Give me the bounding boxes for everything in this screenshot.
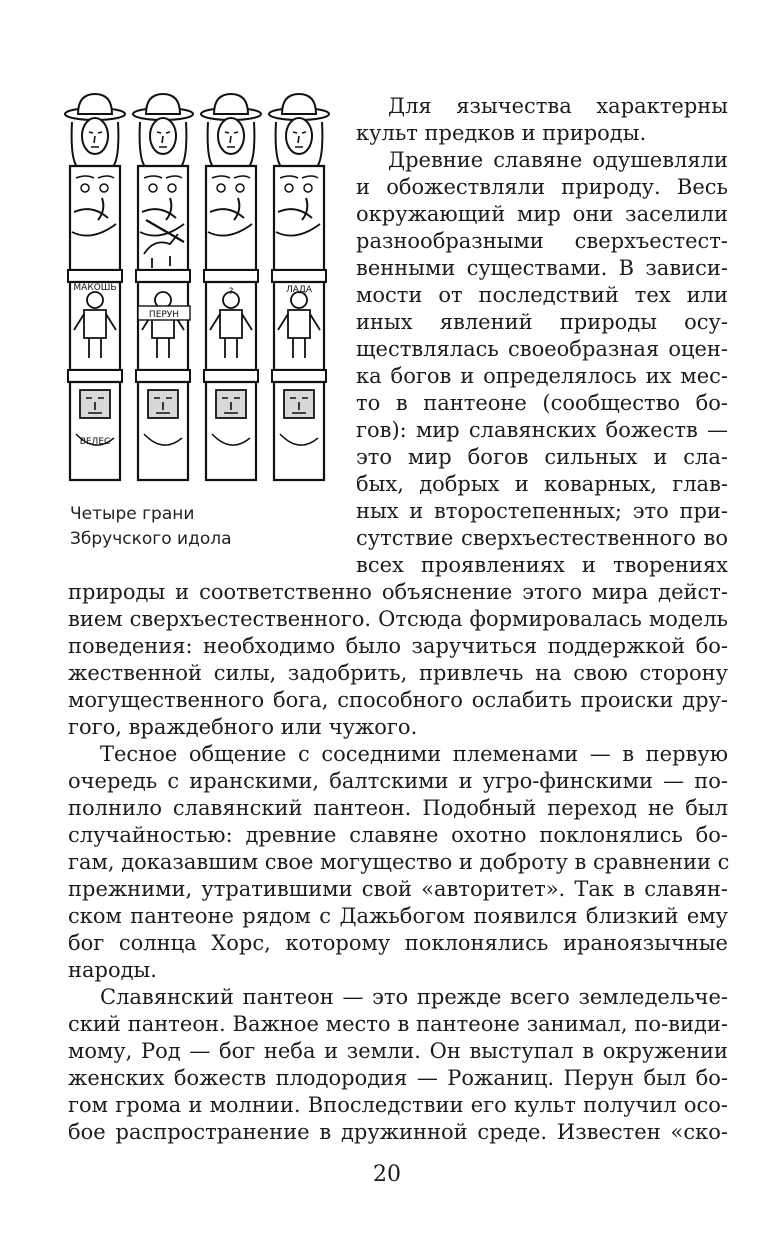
text-line: бых, добрых и коварных, глав- xyxy=(356,472,728,496)
text-line: и обожествляли природу. Весь xyxy=(356,175,728,199)
text-line: ка богов и определялось их мес- xyxy=(356,364,728,388)
figure-caption xyxy=(70,502,320,552)
text-line: бог солнца Хорс, которому поклонялись ираноязычные xyxy=(68,931,728,955)
text-line: жественной силы, задобрить, привлечь на свою сторону xyxy=(68,661,728,685)
text-line: венными существами. В зависи- xyxy=(356,256,728,280)
text-line: гам, доказавшим свое могущество и доброту в сравнении с xyxy=(68,850,730,874)
text-line: полнило славянский пантеон. Подобный переход не был xyxy=(68,796,728,820)
text-line: прежними, утратившими свой «авторитет». Так в славян- xyxy=(68,877,728,901)
label-makosh: МАКОШЬ xyxy=(73,283,117,293)
text-line: мому, Род — бог неба и земли. Он выступал в окружении xyxy=(68,1039,728,1063)
text-line: культ предков и природы. xyxy=(356,121,647,145)
caption-line: Четыре грани xyxy=(70,504,195,524)
caption-line: Збручского идола xyxy=(70,529,232,549)
text-line: очередь с иранскими, балтскими и угро-финскими — по- xyxy=(68,769,728,793)
text-line: женских божеств плодородия — Рожаниц. Перун был бо- xyxy=(68,1066,728,1090)
text-line: гого, враждебного или чужого. xyxy=(68,715,418,739)
text-line: поведения: необходимо было заручиться поддержкой бо- xyxy=(68,634,728,658)
text-line: ных и второстепенных; это при- xyxy=(356,499,728,523)
text-line: Для язычества характерны xyxy=(388,94,728,118)
zbruch-idol-figure xyxy=(62,92,332,492)
label-lada: ЛАДА xyxy=(285,285,313,295)
label-perun: ПЕРУН xyxy=(148,310,180,320)
text-line: всех проявлениях и творениях xyxy=(356,553,728,577)
text-line: гом грома и молнии. Впоследствии его культ получил осо- xyxy=(68,1093,728,1117)
page-number: 20 xyxy=(373,1162,401,1187)
text-line: ществлялась своеобразная оцен- xyxy=(356,337,728,361)
zbruch-idol-illustration xyxy=(62,92,332,492)
text-line: могущественного бога, способного ослабить происки дру- xyxy=(68,688,728,712)
text-line: случайностью: древние славяне охотно поклонялись бо- xyxy=(68,823,728,847)
text-line: мости от последствий тех или xyxy=(356,283,728,307)
text-line: вием сверхъестественного. Отсюда формировалась модель xyxy=(68,607,728,631)
text-line: природы и соответственно объяснение этого мира дейст- xyxy=(68,580,728,604)
text-line: народы. xyxy=(68,958,157,982)
text-line: гов): мир славянских божеств — xyxy=(356,418,728,442)
text-line: Древние славяне одушевляли xyxy=(388,148,728,172)
text-line: бое распространение в дружинной среде. Известен «ско- xyxy=(68,1120,728,1144)
text-line: это мир богов сильных и сла- xyxy=(356,445,728,469)
text-line: то в пантеоне (сообщество бо- xyxy=(356,391,728,415)
text-line: окружающий мир они заселили xyxy=(356,202,728,226)
text-line: ском пантеоне рядом с Дажьбогом появился близкий ему xyxy=(68,904,728,928)
text-line: Тесное общение с соседними племенами — в первую xyxy=(100,742,728,766)
text-line: ский пантеон. Важное место в пантеоне занимал, по-види- xyxy=(68,1012,728,1036)
label-veles: ВЕЛЕС xyxy=(79,437,111,447)
text-line: сутствие сверхъестественного во xyxy=(356,526,728,550)
text-line: иных явлений природы осу- xyxy=(356,310,728,334)
idol-face-perun xyxy=(133,94,193,480)
text-line: разнообразными сверхъестест- xyxy=(356,229,728,253)
text-line: Славянский пантеон — это прежде всего земледельче- xyxy=(100,985,728,1009)
label-unknown: ? xyxy=(228,287,234,297)
